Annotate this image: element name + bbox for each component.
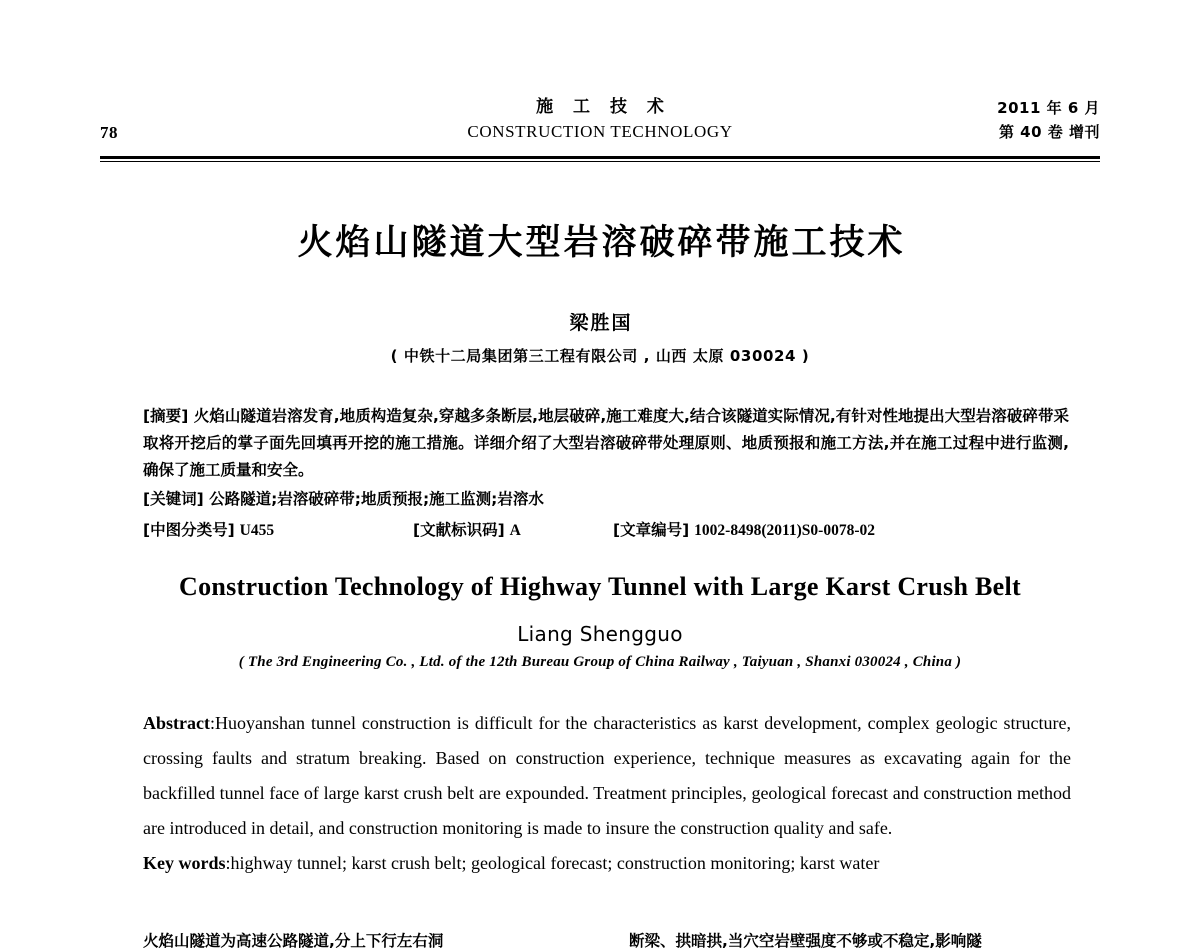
header-rule-thick [100,156,1100,159]
body-column-left: 火焰山隧道为高速公路隧道,分上下行左右洞 [143,932,444,950]
doc-code-group [413,517,613,544]
clc-value: U455 [239,522,275,539]
abstract-en [143,706,1071,846]
doc-code-label: [文献标识码] [413,521,505,539]
clc-group [143,517,413,544]
abstract-cn-text: 火焰山隧道岩溶发育,地质构造复杂,穿越多条断层,地层破碎,施工难度大,结合该隧道实际情况,有针对性地提出大型岩溶破碎带采取将开挖后的掌子面先回填再开挖的施工措施。详细介绍了大型岩溶破碎带处理原则、地质预报和施工方法,并在施工过程中进行监测,确保了施工质量和安全。 [143,407,1069,479]
article-affiliation-en: ( The 3rd Engineering Co. , Ltd. of the 12th Bureau Group of China Railway , Taiyuan , Shanxi 030024 , China ) [238,654,962,670]
keywords-cn-label: [关键词] [143,490,204,508]
issue-date: 2011 年 6 月 [997,99,1100,117]
keywords-cn [143,486,1069,513]
english-front-matter [143,706,1071,881]
article-author-en: Liang Shengguo [517,622,683,646]
keywords-en [143,846,1071,881]
article-id-label: [文章编号] [613,521,690,539]
running-head [0,96,1200,158]
journal-title-cn: 施 工 技 术 [536,97,671,117]
header-divider [100,156,1100,162]
article-author-cn: 梁胜国 [569,312,633,334]
keywords-en-separator: : [225,853,231,873]
abstract-cn-label: [摘要] [143,407,189,425]
journal-title-en: CONSTRUCTION TECHNOLOGY [467,122,733,141]
page-number: 78 [100,123,118,142]
clc-label: [中图分类号] [143,521,235,539]
keywords-cn-text: 公路隧道;岩溶破碎带;地质预报;施工监测;岩溶水 [209,490,544,508]
keywords-en-label: Key words [143,853,226,873]
abstract-en-text: Huoyanshan tunnel construction is difficult for the characteristics as karst development, complex geologic structure, crossing faults and stratum breaking. Based on construction experience, technique measures as excavating again for the backfilled tunnel face of large karst crush belt are expounded. Treatment principles, geological forecast and construction method are introduced in detail, and construction monitoring is made to insure the construction quality and safe. [143,713,1071,838]
doc-code-value: A [509,522,521,539]
issue-volume: 第 40 卷 增刊 [998,123,1100,141]
article-affiliation-cn: ( 中铁十二局集团第三工程有限公司 , 山西 太原 030024 ) [390,347,810,365]
article-id-group [613,517,1069,544]
abstract-cn [143,403,1069,484]
abstract-en-label: Abstract [143,713,210,733]
abstract-en-separator: : [209,713,215,733]
article-title-cn: 火焰山隧道大型岩溶破碎带施工技术 [297,223,906,263]
keywords-en-text: highway tunnel; karst crush belt; geological forecast; construction monitoring; karst water [230,853,880,873]
issue-info [997,96,1100,144]
header-rule-thin [100,161,1100,162]
body-columns [143,928,1071,952]
classification-row [143,517,1069,544]
article-title-en: Construction Technology of Highway Tunnel with Large Karst Crush Belt [179,572,1021,601]
body-column-right: 断梁、拱暗拱,当穴空岩壁强度不够或不稳定,影响隧 [629,932,982,950]
chinese-front-matter [143,403,1069,544]
article-id-value: 1002-8498(2011)S0-0078-02 [694,522,875,539]
